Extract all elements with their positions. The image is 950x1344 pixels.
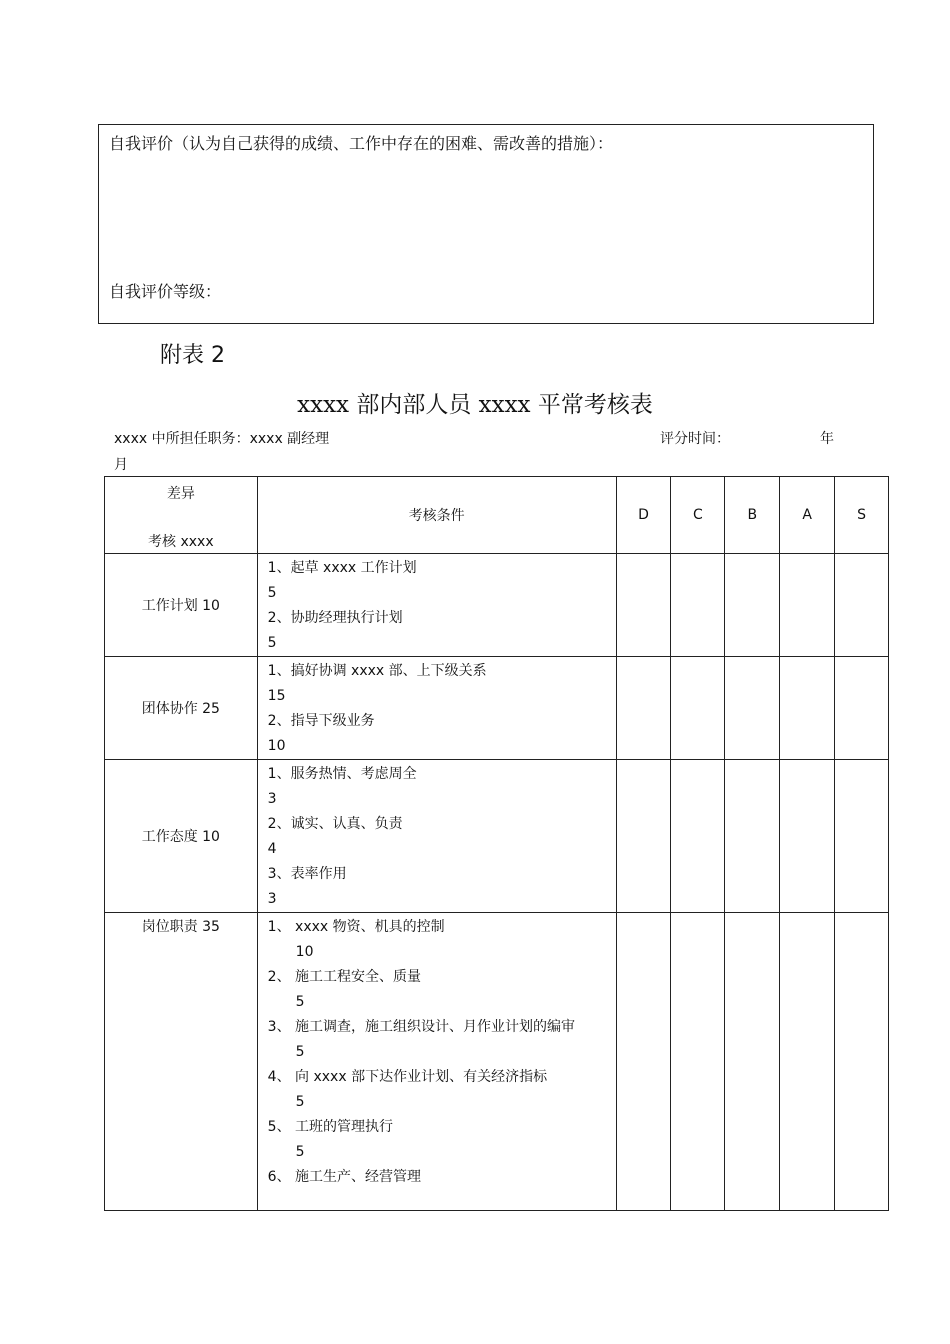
- table-row-teamwork: [105, 657, 889, 760]
- score-cell-c[interactable]: [671, 554, 725, 657]
- self-evaluation-prompt: 自我评价（认为自己获得的成绩、工作中存在的困难、需改善的措施）：: [109, 134, 614, 153]
- score-cell-a[interactable]: [780, 554, 835, 657]
- header-category-cell: [105, 477, 258, 554]
- header-grade-d: D: [616, 477, 671, 554]
- category-cell: 工作态度 10: [105, 760, 258, 913]
- criteria-item: 2、指导下级业务: [267, 713, 375, 729]
- criteria-item: 1、搞好协调 xxxx 部、上下级关系: [267, 663, 487, 679]
- score-cell-a[interactable]: [780, 657, 835, 760]
- criteria-score: 15: [267, 688, 286, 704]
- criteria-item: 3、 施工调查，施工组织设计、月作业计划的编审: [267, 1019, 576, 1035]
- score-cell-s[interactable]: [835, 913, 889, 1211]
- table-row-work-plan: [105, 554, 889, 657]
- score-cell-s[interactable]: [835, 760, 889, 913]
- score-cell-b[interactable]: [725, 760, 780, 913]
- criteria-item: 4、 向 xxxx 部下达作业计划、有关经济指标: [267, 1069, 548, 1085]
- appendix-label: 附表 2: [160, 343, 225, 368]
- criteria-cell: [257, 760, 616, 913]
- category-cell: 岗位职责 35: [105, 913, 258, 1211]
- evaluation-table: [104, 476, 889, 1211]
- criteria-score: 5: [267, 585, 277, 601]
- self-evaluation-box: [98, 124, 874, 324]
- category-cell: 团体协作 25: [105, 657, 258, 760]
- score-cell-c[interactable]: [671, 760, 725, 913]
- score-cell-c[interactable]: [671, 657, 725, 760]
- score-cell-b[interactable]: [725, 554, 780, 657]
- header-grade-s: S: [835, 477, 889, 554]
- score-cell-d[interactable]: [616, 657, 671, 760]
- score-cell-s[interactable]: [835, 657, 889, 760]
- score-cell-b[interactable]: [725, 913, 780, 1211]
- criteria-score: 3: [267, 791, 277, 807]
- header-grade-c: C: [671, 477, 725, 554]
- header-criteria-label: 考核条件: [257, 477, 616, 554]
- score-time-label: 评分时间：: [660, 431, 730, 447]
- score-cell-c[interactable]: [671, 913, 725, 1211]
- score-cell-d[interactable]: [616, 554, 671, 657]
- criteria-cell: [257, 554, 616, 657]
- criteria-item: 5、 工班的管理执行: [267, 1119, 394, 1135]
- criteria-score: 3: [267, 891, 277, 907]
- criteria-cell: [257, 657, 616, 760]
- year-label: 年: [820, 431, 834, 447]
- score-cell-a[interactable]: [780, 760, 835, 913]
- criteria-item: 1、 xxxx 物资、机具的控制: [267, 919, 445, 935]
- header-assess-label: 考核 xxxx: [148, 534, 214, 550]
- score-cell-d[interactable]: [616, 913, 671, 1211]
- score-cell-a[interactable]: [780, 913, 835, 1211]
- criteria-item: 2、 施工工程安全、质量: [267, 969, 422, 985]
- score-cell-b[interactable]: [725, 657, 780, 760]
- criteria-item: 1、起草 xxxx 工作计划: [267, 560, 417, 576]
- score-cell-d[interactable]: [616, 760, 671, 913]
- criteria-score: 10: [295, 944, 314, 960]
- header-grade-b: B: [725, 477, 780, 554]
- criteria-item: 1、服务热情、考虑周全: [267, 766, 417, 782]
- criteria-score: 5: [267, 635, 277, 651]
- position-field: xxxx 中所担任职务：xxxx 副经理: [114, 431, 330, 447]
- category-cell: 工作计划 10: [105, 554, 258, 657]
- criteria-item: 2、诚实、认真、负责: [267, 816, 403, 832]
- criteria-cell: [257, 913, 616, 1211]
- criteria-item: 6、 施工生产、经营管理: [267, 1169, 422, 1185]
- criteria-item: 2、协助经理执行计划: [267, 610, 403, 626]
- table-row-work-attitude: [105, 760, 889, 913]
- table-row-job-duties: [105, 913, 889, 1211]
- score-cell-s[interactable]: [835, 554, 889, 657]
- criteria-score: 5: [295, 1144, 305, 1160]
- criteria-item: 3、表率作用: [267, 866, 347, 882]
- criteria-score: 5: [295, 1044, 305, 1060]
- self-evaluation-grade-label: 自我评价等级：: [109, 282, 222, 301]
- table-header-row: [105, 477, 889, 554]
- criteria-score: 4: [267, 841, 277, 857]
- month-label: 月: [114, 457, 128, 473]
- page-title: xxxx 部内部人员 xxxx 平常考核表: [297, 392, 653, 418]
- criteria-score: 10: [267, 738, 286, 754]
- header-diff-label: 差异: [166, 486, 195, 502]
- header-grade-a: A: [780, 477, 835, 554]
- criteria-score: 5: [295, 1094, 305, 1110]
- criteria-score: 5: [295, 994, 305, 1010]
